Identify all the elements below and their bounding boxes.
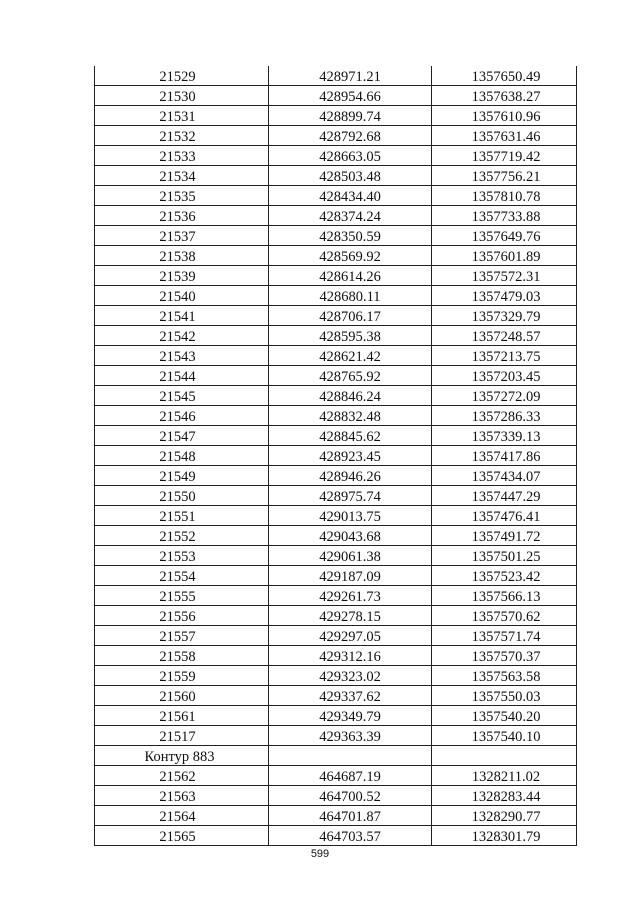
y-coordinate-cell: 1357203.45 (432, 366, 577, 386)
table-row (95, 666, 577, 686)
x-coordinate-cell: 428946.26 (269, 466, 432, 486)
y-coordinate-cell: 1357479.03 (432, 286, 577, 306)
table-row (95, 326, 577, 346)
table-row (95, 286, 577, 306)
y-coordinate-cell: 1357523.42 (432, 566, 577, 586)
table-row (95, 586, 577, 606)
x-coordinate-cell: 429312.16 (269, 646, 432, 666)
x-coordinate-cell: 428434.40 (269, 186, 432, 206)
x-coordinate-cell: 428680.11 (269, 286, 432, 306)
point-number-cell: 21539 (95, 266, 269, 286)
x-coordinate-cell: 429043.68 (269, 526, 432, 546)
x-coordinate-cell: 464687.19 (269, 766, 432, 786)
empty-cell (432, 746, 577, 766)
y-coordinate-cell: 1357638.27 (432, 86, 577, 106)
point-number-cell: 21530 (95, 86, 269, 106)
x-coordinate-cell: 464703.57 (269, 826, 432, 846)
y-coordinate-cell: 1357491.72 (432, 526, 577, 546)
x-coordinate-cell: 428954.66 (269, 86, 432, 106)
y-coordinate-cell: 1357649.76 (432, 226, 577, 246)
y-coordinate-cell: 1357476.41 (432, 506, 577, 526)
y-coordinate-cell: 1357570.62 (432, 606, 577, 626)
x-coordinate-cell: 428503.48 (269, 166, 432, 186)
table-row (95, 806, 577, 826)
y-coordinate-cell: 1357501.25 (432, 546, 577, 566)
table-row (95, 346, 577, 366)
y-coordinate-cell: 1357566.13 (432, 586, 577, 606)
y-coordinate-cell: 1357610.96 (432, 106, 577, 126)
point-number-cell: 21540 (95, 286, 269, 306)
table-row (95, 386, 577, 406)
x-coordinate-cell: 429061.38 (269, 546, 432, 566)
table-row (95, 566, 577, 586)
table-row (95, 106, 577, 126)
table-row (95, 766, 577, 786)
table-row (95, 66, 577, 86)
x-coordinate-cell: 428706.17 (269, 306, 432, 326)
table-row (95, 266, 577, 286)
x-coordinate-cell: 429323.02 (269, 666, 432, 686)
point-number-cell: 21547 (95, 426, 269, 446)
table-row (95, 366, 577, 386)
x-coordinate-cell: 428374.24 (269, 206, 432, 226)
x-coordinate-cell: 429013.75 (269, 506, 432, 526)
x-coordinate-cell: 428899.74 (269, 106, 432, 126)
y-coordinate-cell: 1357733.88 (432, 206, 577, 226)
point-number-cell: 21553 (95, 546, 269, 566)
point-number-cell: 21538 (95, 246, 269, 266)
table-row (95, 686, 577, 706)
point-number-cell: 21551 (95, 506, 269, 526)
table-row (95, 506, 577, 526)
point-number-cell: 21531 (95, 106, 269, 126)
table-row (95, 206, 577, 226)
y-coordinate-cell: 1357329.79 (432, 306, 577, 326)
table-row (95, 526, 577, 546)
x-coordinate-cell: 428846.24 (269, 386, 432, 406)
y-coordinate-cell: 1357540.10 (432, 726, 577, 746)
coordinates-table (94, 66, 577, 846)
x-coordinate-cell: 428975.74 (269, 486, 432, 506)
point-number-cell: 21535 (95, 186, 269, 206)
y-coordinate-cell: 1357572.31 (432, 266, 577, 286)
empty-cell (269, 746, 432, 766)
x-coordinate-cell: 428350.59 (269, 226, 432, 246)
point-number-cell: 21545 (95, 386, 269, 406)
point-number-cell: 21533 (95, 146, 269, 166)
point-number-cell: 21534 (95, 166, 269, 186)
point-number-cell: 21560 (95, 686, 269, 706)
y-coordinate-cell: 1328283.44 (432, 786, 577, 806)
table-row (95, 86, 577, 106)
y-coordinate-cell: 1357571.74 (432, 626, 577, 646)
table-row (95, 706, 577, 726)
x-coordinate-cell: 428765.92 (269, 366, 432, 386)
table-row (95, 406, 577, 426)
point-number-cell: 21537 (95, 226, 269, 246)
table-row (95, 606, 577, 626)
y-coordinate-cell: 1357563.58 (432, 666, 577, 686)
y-coordinate-cell: 1328301.79 (432, 826, 577, 846)
point-number-cell: 21557 (95, 626, 269, 646)
x-coordinate-cell: 428971.21 (269, 66, 432, 86)
point-number-cell: 21552 (95, 526, 269, 546)
y-coordinate-cell: 1357650.49 (432, 66, 577, 86)
point-number-cell: 21562 (95, 766, 269, 786)
y-coordinate-cell: 1357213.75 (432, 346, 577, 366)
point-number-cell: 21548 (95, 446, 269, 466)
point-number-cell: 21556 (95, 606, 269, 626)
y-coordinate-cell: 1357272.09 (432, 386, 577, 406)
table-row (95, 186, 577, 206)
point-number-cell: 21536 (95, 206, 269, 226)
x-coordinate-cell: 429297.05 (269, 626, 432, 646)
x-coordinate-cell: 429349.79 (269, 706, 432, 726)
table-row (95, 466, 577, 486)
contour-header-row (95, 746, 577, 766)
table-row (95, 166, 577, 186)
table-row (95, 626, 577, 646)
coordinates-sheet (94, 66, 576, 846)
y-coordinate-cell: 1357570.37 (432, 646, 577, 666)
table-row (95, 726, 577, 746)
point-number-cell: 21541 (95, 306, 269, 326)
x-coordinate-cell: 429363.39 (269, 726, 432, 746)
y-coordinate-cell: 1357810.78 (432, 186, 577, 206)
point-number-cell: 21563 (95, 786, 269, 806)
y-coordinate-cell: 1357447.29 (432, 486, 577, 506)
point-number-cell: 21550 (95, 486, 269, 506)
x-coordinate-cell: 464701.87 (269, 806, 432, 826)
y-coordinate-cell: 1357631.46 (432, 126, 577, 146)
table-row (95, 246, 577, 266)
point-number-cell: 21558 (95, 646, 269, 666)
point-number-cell: 21559 (95, 666, 269, 686)
page-number: 599 (310, 848, 330, 860)
y-coordinate-cell: 1357550.03 (432, 686, 577, 706)
point-number-cell: 21561 (95, 706, 269, 726)
point-number-cell: 21544 (95, 366, 269, 386)
table-row (95, 446, 577, 466)
coordinates-table-body (95, 66, 577, 846)
x-coordinate-cell: 428621.42 (269, 346, 432, 366)
point-number-cell: 21549 (95, 466, 269, 486)
contour-label: Контур 883 (95, 746, 269, 766)
y-coordinate-cell: 1357540.20 (432, 706, 577, 726)
point-number-cell: 21543 (95, 346, 269, 366)
table-row (95, 226, 577, 246)
y-coordinate-cell: 1357339.13 (432, 426, 577, 446)
table-row (95, 486, 577, 506)
y-coordinate-cell: 1328211.02 (432, 766, 577, 786)
x-coordinate-cell: 429278.15 (269, 606, 432, 626)
y-coordinate-cell: 1357286.33 (432, 406, 577, 426)
y-coordinate-cell: 1357434.07 (432, 466, 577, 486)
y-coordinate-cell: 1357719.42 (432, 146, 577, 166)
x-coordinate-cell: 429337.62 (269, 686, 432, 706)
table-row (95, 146, 577, 166)
table-row (95, 646, 577, 666)
point-number-cell: 21542 (95, 326, 269, 346)
table-row (95, 306, 577, 326)
y-coordinate-cell: 1328290.77 (432, 806, 577, 826)
y-coordinate-cell: 1357248.57 (432, 326, 577, 346)
x-coordinate-cell: 428832.48 (269, 406, 432, 426)
y-coordinate-cell: 1357601.89 (432, 246, 577, 266)
x-coordinate-cell: 428595.38 (269, 326, 432, 346)
table-row (95, 786, 577, 806)
point-number-cell: 21546 (95, 406, 269, 426)
point-number-cell: 21555 (95, 586, 269, 606)
point-number-cell: 21517 (95, 726, 269, 746)
point-number-cell: 21532 (95, 126, 269, 146)
y-coordinate-cell: 1357756.21 (432, 166, 577, 186)
point-number-cell: 21564 (95, 806, 269, 826)
point-number-cell: 21554 (95, 566, 269, 586)
x-coordinate-cell: 464700.52 (269, 786, 432, 806)
x-coordinate-cell: 428792.68 (269, 126, 432, 146)
table-row (95, 126, 577, 146)
x-coordinate-cell: 429187.09 (269, 566, 432, 586)
x-coordinate-cell: 428614.26 (269, 266, 432, 286)
point-number-cell: 21529 (95, 66, 269, 86)
x-coordinate-cell: 429261.73 (269, 586, 432, 606)
x-coordinate-cell: 428663.05 (269, 146, 432, 166)
x-coordinate-cell: 428845.62 (269, 426, 432, 446)
x-coordinate-cell: 428923.45 (269, 446, 432, 466)
y-coordinate-cell: 1357417.86 (432, 446, 577, 466)
table-row (95, 426, 577, 446)
table-row (95, 826, 577, 846)
x-coordinate-cell: 428569.92 (269, 246, 432, 266)
point-number-cell: 21565 (95, 826, 269, 846)
table-row (95, 546, 577, 566)
